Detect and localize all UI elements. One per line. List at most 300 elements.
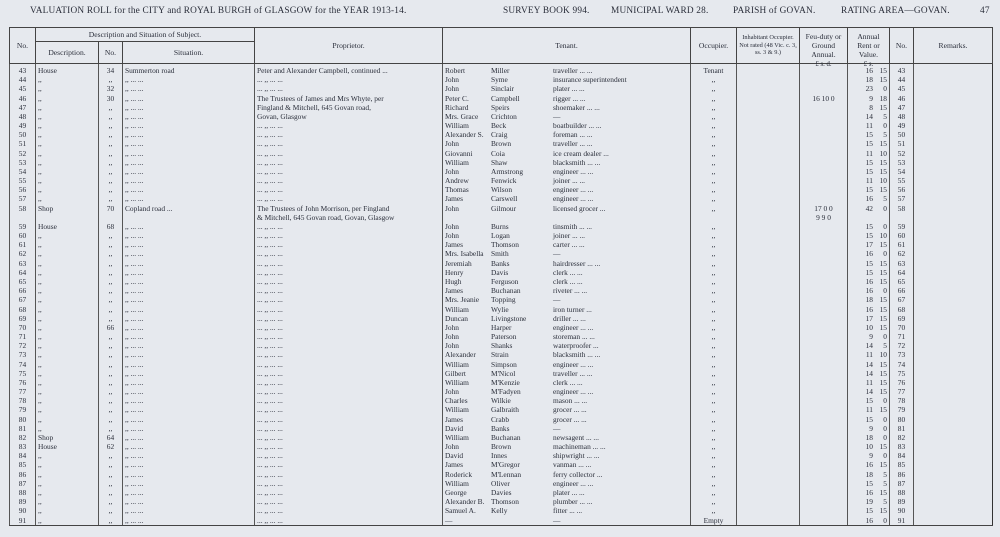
row-inhabitant: [737, 112, 800, 121]
row-proprietor: ... ,, ... ...: [255, 314, 443, 323]
row-situation: ,, ... ...: [123, 442, 255, 451]
rent-pounds: 16: [865, 460, 873, 470]
row-occupier: ,,: [691, 451, 737, 460]
row-number-right: 74: [890, 360, 914, 369]
row-feu-duty: [800, 460, 848, 469]
row-proprietor: ... ,, ... ...: [255, 460, 443, 469]
row-proprietor: ... ,, ... ...: [255, 240, 443, 249]
row-number: 56: [10, 185, 36, 194]
tenant-occupation: —: [553, 111, 561, 121]
row-remarks: [914, 451, 993, 460]
table-row: [10, 314, 993, 323]
row-rent: [848, 240, 890, 249]
row-occupier: ,,: [691, 75, 737, 84]
table-row: [10, 332, 993, 341]
row-description: ,,: [36, 350, 99, 359]
rent-pounds: 10: [865, 442, 873, 452]
row-number: 87: [10, 479, 36, 488]
table-row: [10, 149, 993, 158]
row-remarks: [914, 194, 993, 203]
tenant-occupation: grocer ... ...: [553, 405, 587, 415]
tenant-occupation: engineer ... ...: [553, 322, 594, 332]
rent-pounds: 14: [865, 341, 873, 351]
rent-pounds: 11: [865, 121, 873, 131]
row-inhabitant: [737, 176, 800, 185]
row-description: ,,: [36, 323, 99, 332]
row-number-right: 44: [890, 75, 914, 84]
row-number-right: 71: [890, 332, 914, 341]
row-number-right: 49: [890, 121, 914, 130]
tenant-surname: Oliver: [491, 478, 510, 488]
row-tenant: [443, 341, 691, 350]
row-proprietor: ... ,, ... ...: [255, 396, 443, 405]
row-tenant: [443, 295, 691, 304]
row-street-number: 64: [99, 433, 123, 442]
row-occupier: ,,: [691, 121, 737, 130]
tenant-surname: Miller: [491, 66, 510, 76]
row-occupier: ,,: [691, 323, 737, 332]
tenant-occupation: mason ... ...: [553, 396, 588, 406]
row-description: ,,: [36, 360, 99, 369]
tenant-occupation: fitter ... ...: [553, 506, 583, 516]
row-remarks: [914, 204, 993, 213]
rent-pounds: 9: [869, 93, 873, 103]
rent-shillings: 5: [883, 497, 887, 507]
tenant-first-name: Robert: [445, 66, 466, 76]
rent-shillings: 0: [883, 286, 887, 296]
tenant-first-name: Jeremiah: [445, 258, 472, 268]
row-feu-duty: [800, 479, 848, 488]
tenant-first-name: Mrs. Isabella: [445, 249, 484, 259]
row-remarks: [914, 323, 993, 332]
row-description: ,,: [36, 121, 99, 130]
tenant-occupation: boatbuilder ... ...: [553, 121, 602, 131]
row-inhabitant: [737, 286, 800, 295]
survey-book: SURVEY BOOK 994.: [503, 6, 590, 16]
row-situation: ,, ... ...: [123, 460, 255, 469]
row-occupier: ,,: [691, 350, 737, 359]
row-street-number: ,,: [99, 460, 123, 469]
row-tenant: [443, 66, 691, 75]
row-tenant: [443, 204, 691, 213]
rent-units: £ s.: [848, 64, 890, 67]
row-proprietor: ... ,, ... ...: [255, 194, 443, 203]
row-proprietor: Peter and Alexander Campbell, continued ...: [255, 66, 443, 75]
row-situation: ,, ... ...: [123, 149, 255, 158]
row-remarks: [914, 84, 993, 93]
row-rent: [848, 304, 890, 313]
row-street-number: ,,: [99, 387, 123, 396]
tenant-first-name: John: [445, 341, 459, 351]
row-occupier: ,,: [691, 415, 737, 424]
tenant-surname: Crichton: [491, 111, 517, 121]
row-number-right: 88: [890, 488, 914, 497]
row-rent: [848, 360, 890, 369]
row-situation: ,, ... ...: [123, 497, 255, 506]
table-row: [10, 112, 993, 121]
row-number-right: 86: [890, 470, 914, 479]
rent-pounds: 9: [869, 332, 873, 342]
row-rent: [848, 268, 890, 277]
row-situation: ,, ... ...: [123, 314, 255, 323]
row-situation: ,, ... ...: [123, 268, 255, 277]
row-situation: ,, ... ...: [123, 240, 255, 249]
row-situation: ,, ... ...: [123, 341, 255, 350]
row-remarks: [914, 497, 993, 506]
tenant-surname: Thomson: [491, 497, 519, 507]
tenant-surname: Burns: [491, 221, 509, 231]
row-street-number: ,,: [99, 350, 123, 359]
row-situation: ,, ... ...: [123, 396, 255, 405]
row-description: [36, 213, 99, 222]
tenant-occupation: —: [553, 249, 561, 259]
row-street-number: ,,: [99, 479, 123, 488]
rent-pounds: 11: [865, 377, 873, 387]
row-tenant: [443, 506, 691, 515]
row-description: House: [36, 222, 99, 231]
row-number-right: 60: [890, 231, 914, 240]
row-street-number: ,,: [99, 75, 123, 84]
tenant-surname: Syme: [491, 75, 508, 85]
row-number-right: 70: [890, 323, 914, 332]
row-tenant: [443, 268, 691, 277]
row-street-number: ,,: [99, 194, 123, 203]
row-number-right: 77: [890, 387, 914, 396]
row-rent: [848, 112, 890, 121]
row-feu-duty: [800, 194, 848, 203]
tenant-first-name: John: [445, 84, 459, 94]
row-situation: ,, ... ...: [123, 350, 255, 359]
row-occupier: ,,: [691, 176, 737, 185]
row-situation: ,, ... ...: [123, 158, 255, 167]
row-tenant: [443, 75, 691, 84]
row-description: ,,: [36, 268, 99, 277]
row-tenant: [443, 405, 691, 414]
table-row: [10, 424, 993, 433]
table-row: [10, 350, 993, 359]
tenant-first-name: Mrs. Jeanie: [445, 295, 480, 305]
row-inhabitant: [737, 378, 800, 387]
row-occupier: ,,: [691, 360, 737, 369]
row-number: 84: [10, 451, 36, 460]
row-tenant: [443, 84, 691, 93]
row-occupier: ,,: [691, 442, 737, 451]
tenant-first-name: James: [445, 286, 464, 296]
row-proprietor: ... ,, ... ...: [255, 75, 443, 84]
row-remarks: [914, 176, 993, 185]
row-feu-duty: [800, 295, 848, 304]
col-occupier: Occupier.: [691, 28, 737, 64]
row-description: ,,: [36, 185, 99, 194]
row-proprietor: ... ,, ... ...: [255, 369, 443, 378]
row-street-number: ,,: [99, 369, 123, 378]
row-tenant: [443, 378, 691, 387]
row-tenant: [443, 213, 691, 222]
rent-shillings: 15: [879, 405, 887, 415]
row-tenant: [443, 350, 691, 359]
rent-pounds: 15: [865, 414, 873, 424]
row-rent: [848, 497, 890, 506]
row-number: 58: [10, 204, 36, 213]
row-street-number: ,,: [99, 158, 123, 167]
row-remarks: [914, 369, 993, 378]
rent-pounds: 16: [865, 304, 873, 314]
col-tenant: Tenant.: [443, 28, 691, 64]
row-street-number: ,,: [99, 249, 123, 258]
row-feu-duty: [800, 149, 848, 158]
row-occupier: ,,: [691, 479, 737, 488]
row-proprietor: ... ,, ... ...: [255, 84, 443, 93]
row-tenant: [443, 286, 691, 295]
row-tenant: [443, 259, 691, 268]
table-row: [10, 497, 993, 506]
tenant-first-name: John: [445, 203, 459, 213]
tenant-surname: Coia: [491, 148, 505, 158]
tenant-first-name: Gilbert: [445, 368, 466, 378]
row-tenant: [443, 167, 691, 176]
row-inhabitant: [737, 204, 800, 213]
tenant-first-name: John: [445, 221, 459, 231]
tenant-occupation: tinsmith ... ...: [553, 221, 593, 231]
row-situation: ,, ... ...: [123, 139, 255, 148]
row-remarks: [914, 304, 993, 313]
row-feu-duty: [800, 268, 848, 277]
row-inhabitant: [737, 94, 800, 103]
rent-pounds: 15: [865, 258, 873, 268]
row-remarks: [914, 488, 993, 497]
tenant-surname: Campbell: [491, 93, 520, 103]
tenant-surname: M'Kenzie: [491, 377, 520, 387]
row-situation: ,, ... ...: [123, 185, 255, 194]
row-description: ,,: [36, 295, 99, 304]
tenant-first-name: Henry: [445, 267, 464, 277]
row-description: ,,: [36, 304, 99, 313]
rent-pounds: 10: [865, 322, 873, 332]
tenant-surname: Smith: [491, 249, 509, 259]
row-proprietor: Govan, Glasgow: [255, 112, 443, 121]
tenant-occupation: licensed grocer ...: [553, 203, 606, 213]
row-tenant: [443, 515, 691, 525]
tenant-first-name: William: [445, 304, 469, 314]
row-street-number: ,,: [99, 451, 123, 460]
row-rent: [848, 75, 890, 84]
row-number-right: 67: [890, 295, 914, 304]
tenant-first-name: William: [445, 377, 469, 387]
row-inhabitant: [737, 515, 800, 525]
row-proprietor: ... ,, ... ...: [255, 249, 443, 258]
rent-pounds: 16: [865, 66, 873, 76]
row-inhabitant: [737, 103, 800, 112]
table-row: [10, 213, 993, 222]
rent-shillings: 5: [883, 130, 887, 140]
row-tenant: [443, 460, 691, 469]
tenant-first-name: William: [445, 157, 469, 167]
row-street-number: ,,: [99, 103, 123, 112]
row-feu-duty: [800, 240, 848, 249]
row-rent: [848, 387, 890, 396]
tenant-occupation: newsagent ... ...: [553, 432, 599, 442]
row-tenant: [443, 121, 691, 130]
rent-shillings: 15: [879, 157, 887, 167]
row-occupier: ,,: [691, 369, 737, 378]
table-row: [10, 185, 993, 194]
row-rent: [848, 424, 890, 433]
row-description: Shop: [36, 204, 99, 213]
row-remarks: [914, 286, 993, 295]
row-rent: [848, 213, 890, 222]
row-number: 76: [10, 378, 36, 387]
col-inhabitant: Inhabitant Occupier. Not rated (48 Vic. c. 3, ss. 3 & 9.): [737, 28, 800, 64]
table-row: [10, 451, 993, 460]
rent-pounds: 8: [869, 102, 873, 112]
tenant-occupation: grocer ... ...: [553, 414, 587, 424]
row-number-right: 72: [890, 341, 914, 350]
row-occupier: ,,: [691, 295, 737, 304]
row-rent: [848, 314, 890, 323]
rent-shillings: 15: [879, 102, 887, 112]
row-occupier: ,,: [691, 158, 737, 167]
row-feu-duty: [800, 112, 848, 121]
row-number: 60: [10, 231, 36, 240]
table-row: [10, 66, 993, 75]
row-occupier: ,,: [691, 488, 737, 497]
row-number: 68: [10, 304, 36, 313]
table-row: [10, 515, 993, 525]
tenant-surname: Ferguson: [491, 277, 519, 286]
rent-pounds: 15: [865, 221, 873, 231]
row-number-right: 89: [890, 497, 914, 506]
row-number: 59: [10, 222, 36, 231]
table-row: [10, 415, 993, 424]
row-proprietor: ... ,, ... ...: [255, 506, 443, 515]
row-number-right: 57: [890, 194, 914, 203]
tenant-surname: Paterson: [491, 332, 517, 342]
row-situation: ,, ... ...: [123, 360, 255, 369]
row-number: 66: [10, 286, 36, 295]
row-proprietor: ... ,, ... ...: [255, 451, 443, 460]
row-street-number: ,,: [99, 396, 123, 405]
row-occupier: ,,: [691, 185, 737, 194]
row-occupier: ,,: [691, 139, 737, 148]
row-description: ,,: [36, 460, 99, 469]
row-remarks: [914, 277, 993, 286]
tenant-occupation: ice cream dealer ...: [553, 148, 609, 158]
tenant-surname: Banks: [491, 423, 510, 433]
row-number-right: 65: [890, 277, 914, 286]
row-rent: [848, 103, 890, 112]
row-occupier: ,,: [691, 405, 737, 414]
row-inhabitant: [737, 350, 800, 359]
table-row: [10, 405, 993, 414]
tenant-occupation: insurance superintendent: [553, 75, 627, 85]
row-description: ,,: [36, 277, 99, 286]
row-description: ,,: [36, 194, 99, 203]
table-row: [10, 295, 993, 304]
row-number: 85: [10, 460, 36, 469]
row-tenant: [443, 433, 691, 442]
row-street-number: 30: [99, 94, 123, 103]
tenant-surname: Speirs: [491, 102, 510, 112]
tenant-surname: Buchanan: [491, 286, 521, 296]
row-description: Shop: [36, 433, 99, 442]
row-tenant: [443, 360, 691, 369]
rent-pounds: 17: [865, 240, 873, 250]
row-occupier: ,,: [691, 396, 737, 405]
rent-pounds: 14: [865, 359, 873, 369]
row-tenant: [443, 415, 691, 424]
row-number: 65: [10, 277, 36, 286]
row-number-right: 76: [890, 378, 914, 387]
col-no2: No.: [890, 28, 914, 64]
tenant-occupation: plater ... ...: [553, 487, 585, 497]
tenant-occupation: carter ... ...: [553, 240, 585, 250]
row-feu-duty: [800, 314, 848, 323]
table-row: [10, 75, 993, 84]
row-street-number: ,,: [99, 139, 123, 148]
table-row: [10, 249, 993, 258]
rent-pounds: 15: [865, 139, 873, 149]
tenant-surname: Brown: [491, 139, 512, 149]
row-proprietor: ... ,, ... ...: [255, 479, 443, 488]
tenant-first-name: Roderick: [445, 469, 473, 479]
row-situation: ,, ... ...: [123, 167, 255, 176]
row-proprietor: ... ,, ... ...: [255, 323, 443, 332]
row-description: House: [36, 442, 99, 451]
tenant-occupation: iron turner ...: [553, 304, 592, 314]
row-rent: [848, 341, 890, 350]
row-street-number: ,,: [99, 112, 123, 121]
rent-shillings: 15: [879, 506, 887, 516]
row-inhabitant: [737, 158, 800, 167]
row-tenant: [443, 304, 691, 313]
row-street-number: ,,: [99, 415, 123, 424]
table-row: [10, 240, 993, 249]
table-row: [10, 286, 993, 295]
row-description: House: [36, 66, 99, 75]
parish: PARISH of GOVAN.: [733, 6, 816, 16]
table-row: [10, 378, 993, 387]
row-inhabitant: [737, 405, 800, 414]
table-row: [10, 139, 993, 148]
tenant-occupation: clerk ... ...: [553, 377, 583, 387]
row-proprietor: ... ,, ... ...: [255, 268, 443, 277]
row-feu-duty: [800, 378, 848, 387]
row-inhabitant: [737, 231, 800, 240]
row-tenant: [443, 488, 691, 497]
rent-shillings: 18: [879, 93, 887, 103]
row-description: ,,: [36, 176, 99, 185]
row-rent: [848, 442, 890, 451]
row-feu-duty: [800, 433, 848, 442]
row-number-right: 62: [890, 249, 914, 258]
row-street-number: 66: [99, 323, 123, 332]
row-number: 88: [10, 488, 36, 497]
row-occupier: ,,: [691, 268, 737, 277]
row-rent: [848, 479, 890, 488]
row-remarks: [914, 185, 993, 194]
row-description: ,,: [36, 424, 99, 433]
row-street-number: ,,: [99, 268, 123, 277]
feu-units: £ s. d.: [800, 64, 848, 67]
row-situation: ,, ... ...: [123, 130, 255, 139]
row-situation: ,, ... ...: [123, 121, 255, 130]
table-row: [10, 222, 993, 231]
tenant-occupation: traveller ... ...: [553, 139, 593, 149]
row-feu-duty: [800, 497, 848, 506]
row-number: 47: [10, 103, 36, 112]
row-proprietor: ... ,, ... ...: [255, 442, 443, 451]
row-situation: ,, ... ...: [123, 387, 255, 396]
